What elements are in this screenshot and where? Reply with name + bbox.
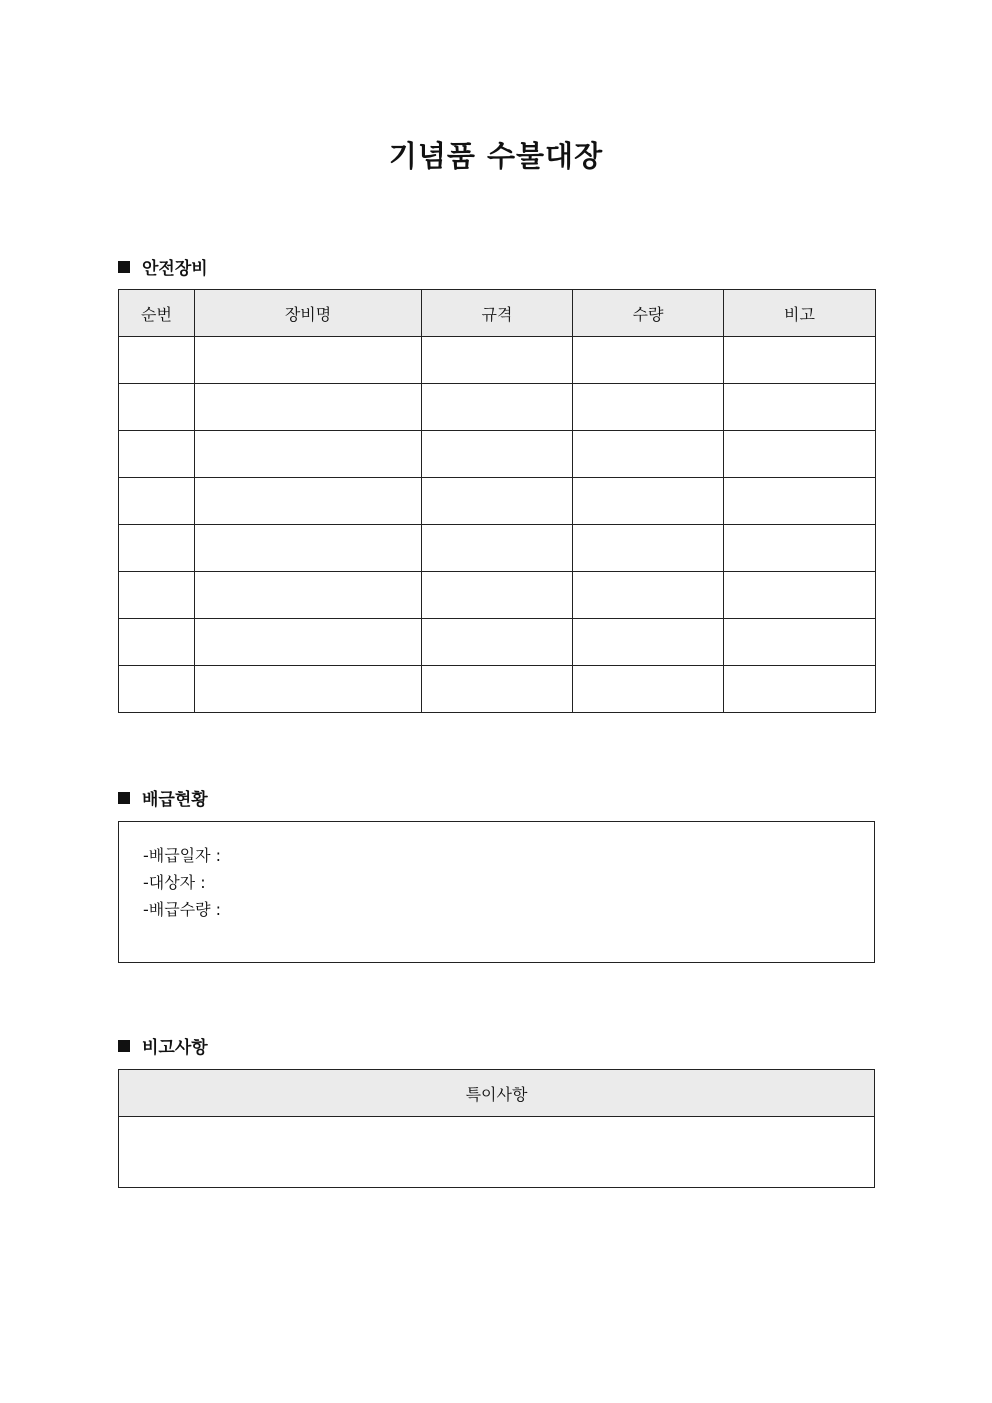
column-header-quantity: 수량 bbox=[573, 290, 724, 337]
distribution-date-line: -배급일자 : bbox=[143, 846, 222, 865]
cell-no[interactable] bbox=[119, 666, 195, 713]
cell-quantity[interactable] bbox=[573, 478, 724, 525]
cell-spec[interactable] bbox=[422, 666, 573, 713]
special-notes-cell[interactable] bbox=[119, 1117, 875, 1188]
column-header-no: 순번 bbox=[119, 290, 195, 337]
section-heading-label: 배급현황 bbox=[142, 790, 208, 810]
table-row bbox=[119, 1117, 875, 1188]
table-header-row bbox=[119, 290, 876, 337]
cell-remarks[interactable] bbox=[724, 384, 876, 431]
cell-quantity[interactable] bbox=[573, 431, 724, 478]
cell-remarks[interactable] bbox=[724, 619, 876, 666]
black-square-icon bbox=[118, 261, 130, 273]
column-header-spec: 규격 bbox=[422, 290, 573, 337]
cell-equipment-name[interactable] bbox=[195, 384, 422, 431]
table-row bbox=[119, 478, 876, 525]
section-heading-label: 안전장비 bbox=[142, 259, 208, 279]
cell-quantity[interactable] bbox=[573, 384, 724, 431]
cell-remarks[interactable] bbox=[724, 572, 876, 619]
cell-spec[interactable] bbox=[422, 478, 573, 525]
cell-no[interactable] bbox=[119, 431, 195, 478]
page-title: 기념품 수불대장 bbox=[388, 139, 604, 173]
cell-equipment-name[interactable] bbox=[195, 431, 422, 478]
column-header-remarks: 비고 bbox=[724, 290, 876, 337]
table-header-row bbox=[119, 1070, 875, 1117]
column-header-equipment-name: 장비명 bbox=[195, 290, 422, 337]
column-header-special-notes: 특이사항 bbox=[119, 1070, 875, 1117]
cell-remarks[interactable] bbox=[724, 478, 876, 525]
table-row bbox=[119, 431, 876, 478]
equipment-table bbox=[118, 289, 876, 713]
table-row bbox=[119, 666, 876, 713]
cell-quantity[interactable] bbox=[573, 572, 724, 619]
cell-remarks[interactable] bbox=[724, 337, 876, 384]
cell-quantity[interactable] bbox=[573, 666, 724, 713]
cell-quantity[interactable] bbox=[573, 619, 724, 666]
cell-no[interactable] bbox=[119, 337, 195, 384]
cell-no[interactable] bbox=[119, 478, 195, 525]
cell-remarks[interactable] bbox=[724, 666, 876, 713]
distribution-box bbox=[118, 821, 875, 963]
black-square-icon bbox=[118, 792, 130, 804]
table-row bbox=[119, 384, 876, 431]
cell-spec[interactable] bbox=[422, 525, 573, 572]
cell-quantity[interactable] bbox=[573, 337, 724, 384]
cell-equipment-name[interactable] bbox=[195, 572, 422, 619]
section-heading-equipment bbox=[118, 254, 208, 279]
distribution-recipient-line: -대상자 : bbox=[143, 873, 206, 892]
cell-no[interactable] bbox=[119, 525, 195, 572]
cell-remarks[interactable] bbox=[724, 525, 876, 572]
section-heading-remarks bbox=[118, 1033, 208, 1058]
black-square-icon bbox=[118, 1040, 130, 1052]
cell-spec[interactable] bbox=[422, 384, 573, 431]
cell-equipment-name[interactable] bbox=[195, 525, 422, 572]
cell-spec[interactable] bbox=[422, 619, 573, 666]
cell-spec[interactable] bbox=[422, 337, 573, 384]
remarks-table bbox=[118, 1069, 875, 1188]
distribution-quantity-line: -배급수량 : bbox=[143, 900, 222, 919]
cell-equipment-name[interactable] bbox=[195, 619, 422, 666]
section-heading-label: 비고사항 bbox=[142, 1038, 208, 1058]
table-row bbox=[119, 337, 876, 384]
section-heading-distribution bbox=[118, 785, 208, 810]
cell-quantity[interactable] bbox=[573, 525, 724, 572]
cell-no[interactable] bbox=[119, 619, 195, 666]
cell-equipment-name[interactable] bbox=[195, 478, 422, 525]
cell-spec[interactable] bbox=[422, 431, 573, 478]
table-row bbox=[119, 572, 876, 619]
cell-remarks[interactable] bbox=[724, 431, 876, 478]
cell-equipment-name[interactable] bbox=[195, 666, 422, 713]
cell-spec[interactable] bbox=[422, 572, 573, 619]
cell-equipment-name[interactable] bbox=[195, 337, 422, 384]
table-row bbox=[119, 619, 876, 666]
cell-no[interactable] bbox=[119, 572, 195, 619]
table-row bbox=[119, 525, 876, 572]
cell-no[interactable] bbox=[119, 384, 195, 431]
